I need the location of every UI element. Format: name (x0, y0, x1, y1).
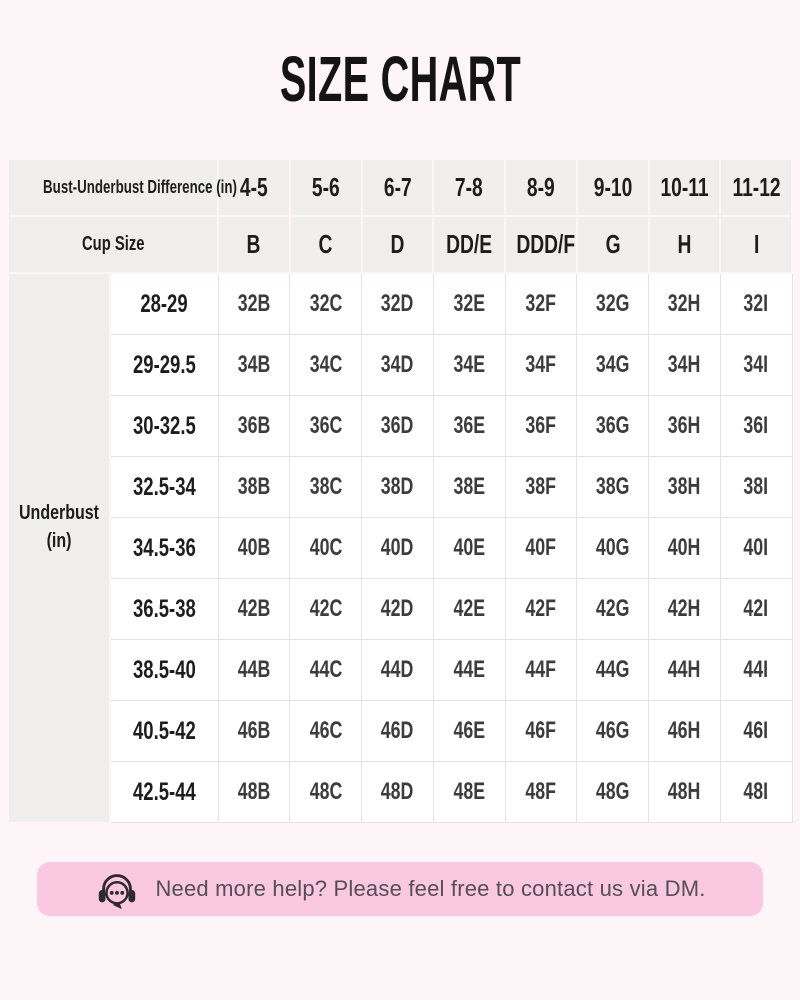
bra-size-value: 38D (381, 473, 414, 500)
underbust-range-cell (110, 457, 218, 518)
bra-size-cell (577, 518, 649, 579)
underbust-group-label-line1: Underbust (18, 501, 99, 524)
diff-range-value: 11-12 (732, 172, 781, 202)
bra-size-value: 44I (743, 656, 769, 683)
bra-size-value: 48I (743, 778, 769, 805)
table-row (8, 762, 792, 823)
cup-size-header-cell (505, 216, 577, 273)
bra-size-value: 36E (453, 412, 485, 439)
bra-size-cell (362, 701, 434, 762)
bra-size-cell (505, 640, 577, 701)
bra-size-cell (649, 640, 721, 701)
bra-size-value: 46E (453, 717, 485, 744)
cup-size-header-cell (290, 216, 362, 273)
bra-size-cell (362, 396, 434, 457)
cup-size-value: D (390, 229, 405, 259)
underbust-group-label-cell (8, 273, 110, 823)
cup-size-value: C (318, 229, 333, 259)
bra-size-value: 36D (381, 412, 414, 439)
bra-size-cell (362, 518, 434, 579)
bra-size-value: 40E (453, 534, 485, 561)
bra-size-value: 36G (595, 412, 630, 439)
bra-size-cell (649, 762, 721, 823)
bra-size-value: 34F (525, 351, 557, 378)
bra-size-cell (720, 457, 792, 518)
bra-size-cell (362, 762, 434, 823)
underbust-range-value: 29-29.5 (132, 350, 196, 379)
bra-size-value: 32C (309, 290, 342, 317)
table-row (8, 640, 792, 701)
bra-size-cell (218, 273, 290, 335)
diff-range-value: 4-5 (239, 172, 268, 202)
bra-size-cell (218, 518, 290, 579)
bra-size-cell (720, 579, 792, 640)
bra-size-value: 42E (453, 595, 485, 622)
bra-size-value: 48D (381, 778, 414, 805)
bra-size-value: 38H (668, 473, 701, 500)
bra-size-cell (290, 396, 362, 457)
bra-size-cell (362, 640, 434, 701)
underbust-range-value: 32.5-34 (132, 472, 196, 501)
underbust-range-cell (110, 579, 218, 640)
cup-size-header-cell (577, 216, 649, 273)
bra-size-cell (720, 762, 792, 823)
bra-size-value: 42I (743, 595, 769, 622)
bra-size-value: 42C (309, 595, 342, 622)
bra-size-value: 44F (525, 656, 557, 683)
bra-size-value: 34B (237, 351, 271, 378)
size-chart-table (7, 158, 793, 824)
bra-size-value: 32E (453, 290, 485, 317)
bra-size-cell (433, 273, 505, 335)
bra-size-cell (720, 273, 792, 335)
bra-size-cell (433, 518, 505, 579)
underbust-range-value: 34.5-36 (132, 533, 196, 562)
diff-range-header-cell (505, 159, 577, 216)
diff-header-row (8, 159, 792, 216)
bra-size-value: 44B (237, 656, 271, 683)
bra-size-cell (720, 396, 792, 457)
bra-size-cell (433, 701, 505, 762)
table-row (8, 273, 792, 335)
bra-size-value: 44G (595, 656, 630, 683)
bra-size-cell (720, 518, 792, 579)
bra-size-cell (577, 273, 649, 335)
bra-size-value: 42F (525, 595, 557, 622)
bra-size-cell (577, 396, 649, 457)
bra-size-cell (290, 640, 362, 701)
bra-size-value: 36B (237, 412, 271, 439)
bra-size-value: 38G (595, 473, 630, 500)
underbust-range-value: 38.5-40 (132, 655, 196, 684)
underbust-range-cell (110, 701, 218, 762)
bra-size-cell (577, 640, 649, 701)
diff-range-header-cell (649, 159, 721, 216)
page-header (0, 0, 800, 118)
bra-size-value: 48G (595, 778, 630, 805)
bra-size-cell (505, 273, 577, 335)
bra-size-cell (433, 640, 505, 701)
bra-size-cell (218, 640, 290, 701)
underbust-range-cell (110, 273, 218, 335)
underbust-range-value: 28-29 (140, 289, 188, 318)
bra-size-cell (505, 396, 577, 457)
bra-size-value: 46I (743, 717, 769, 744)
bra-size-cell (290, 335, 362, 396)
bra-size-cell (505, 579, 577, 640)
bra-size-value: 32D (381, 290, 414, 317)
bra-size-value: 34H (668, 351, 701, 378)
bra-size-cell (218, 579, 290, 640)
bra-size-cell (433, 396, 505, 457)
bra-size-value: 44E (453, 656, 485, 683)
diff-range-header-cell (720, 159, 792, 216)
bra-size-value: 40F (525, 534, 557, 561)
diff-header-label-cell (8, 159, 237, 216)
table-row (8, 579, 792, 640)
chat-headset-icon (94, 866, 140, 912)
diff-range-header-cell (362, 159, 434, 216)
underbust-range-cell (110, 518, 218, 579)
bra-size-value: 34C (309, 351, 342, 378)
bra-size-value: 36C (309, 412, 342, 439)
bra-size-cell (433, 457, 505, 518)
underbust-range-value: 30-32.5 (132, 411, 196, 440)
bra-size-cell (649, 396, 721, 457)
cup-size-header-cell (433, 216, 505, 273)
bra-size-value: 40C (309, 534, 342, 561)
bra-size-value: 38B (237, 473, 271, 500)
diff-range-header-cell (290, 159, 362, 216)
cup-size-header-cell (720, 216, 792, 273)
bra-size-cell (720, 701, 792, 762)
bra-size-cell (290, 579, 362, 640)
bra-size-cell (218, 335, 290, 396)
bra-size-value: 40G (595, 534, 630, 561)
bra-size-cell (505, 701, 577, 762)
bra-size-value: 42B (237, 595, 271, 622)
bra-size-cell (362, 579, 434, 640)
table-row (8, 701, 792, 762)
cup-size-value: DD/E (446, 229, 493, 259)
bra-size-cell (290, 518, 362, 579)
bra-size-value: 48F (525, 778, 557, 805)
bra-size-cell (577, 762, 649, 823)
bra-size-cell (505, 762, 577, 823)
bra-size-cell (649, 518, 721, 579)
bra-size-value: 36I (743, 412, 769, 439)
bra-size-value: 38I (743, 473, 769, 500)
bra-size-value: 34I (743, 351, 769, 378)
bra-size-cell (649, 579, 721, 640)
underbust-range-cell (110, 762, 218, 823)
bra-size-value: 44C (309, 656, 342, 683)
bra-size-cell (433, 762, 505, 823)
bra-size-cell (362, 335, 434, 396)
cup-size-header-cell (649, 216, 721, 273)
bra-size-cell (720, 335, 792, 396)
bra-size-value: 32B (237, 290, 271, 317)
bra-size-cell (720, 640, 792, 701)
cup-size-header-cell (218, 216, 290, 273)
bra-size-value: 40D (381, 534, 414, 561)
underbust-group-label-line2: (in) (46, 529, 72, 552)
bra-size-value: 46G (595, 717, 630, 744)
cup-size-header-label: Cup Size (81, 233, 145, 255)
diff-range-header-cell (433, 159, 505, 216)
bra-size-value: 32I (743, 290, 769, 317)
bra-size-value: 32H (668, 290, 701, 317)
underbust-range-value: 40.5-42 (132, 716, 196, 745)
table-row (8, 335, 792, 396)
contact-message: Need more help? Please feel free to contact us via DM. (155, 875, 706, 901)
bra-size-value: 44D (381, 656, 414, 683)
cup-size-value: I (753, 229, 759, 259)
bra-size-cell (649, 457, 721, 518)
bra-size-cell (218, 396, 290, 457)
bra-size-cell (218, 701, 290, 762)
bra-size-cell (290, 762, 362, 823)
bra-size-cell (433, 579, 505, 640)
table-row (8, 518, 792, 579)
bra-size-cell (218, 457, 290, 518)
table-row (8, 457, 792, 518)
table-row (8, 396, 792, 457)
bra-size-value: 34E (453, 351, 485, 378)
bra-size-cell (649, 273, 721, 335)
bra-size-value: 34D (381, 351, 414, 378)
bra-size-cell (577, 579, 649, 640)
diff-range-value: 6-7 (383, 172, 412, 202)
diff-range-value: 9-10 (593, 172, 632, 202)
diff-range-header-cell (577, 159, 649, 216)
bra-size-value: 40I (743, 534, 769, 561)
bra-size-cell (433, 335, 505, 396)
bra-size-value: 32G (595, 290, 630, 317)
bra-size-value: 48B (237, 778, 271, 805)
diff-header-label: Bust-Underbust Difference (in) (43, 177, 237, 197)
bra-size-value: 42G (595, 595, 630, 622)
bra-size-cell (290, 457, 362, 518)
cup-size-header-label-cell (8, 216, 218, 273)
bra-size-value: 46B (237, 717, 271, 744)
bra-size-cell (290, 701, 362, 762)
underbust-range-value: 36.5-38 (132, 594, 196, 623)
bra-size-value: 48C (309, 778, 342, 805)
bra-size-cell (505, 457, 577, 518)
bra-size-cell (290, 273, 362, 335)
underbust-range-cell (110, 640, 218, 701)
underbust-range-cell (110, 396, 218, 457)
bra-size-value: 48H (668, 778, 701, 805)
cup-size-value: B (246, 229, 261, 259)
bra-size-value: 40B (237, 534, 271, 561)
cup-size-header-cell (362, 216, 434, 273)
bra-size-value: 38F (525, 473, 557, 500)
bra-size-value: 34G (595, 351, 630, 378)
bra-size-value: 46F (525, 717, 557, 744)
bra-size-value: 36H (668, 412, 701, 439)
bra-size-value: 32F (525, 290, 557, 317)
bra-size-cell (577, 335, 649, 396)
bra-size-value: 48E (453, 778, 485, 805)
bra-size-value: 46H (668, 717, 701, 744)
bra-size-cell (577, 701, 649, 762)
bra-size-value: 38E (453, 473, 485, 500)
bra-size-cell (362, 273, 434, 335)
bra-size-cell (505, 335, 577, 396)
diff-range-value: 10-11 (660, 172, 709, 202)
bra-size-cell (577, 457, 649, 518)
bra-size-cell (362, 457, 434, 518)
bra-size-value: 36F (525, 412, 557, 439)
underbust-range-cell (110, 335, 218, 396)
diff-range-value: 5-6 (311, 172, 340, 202)
bra-size-value: 46C (309, 717, 342, 744)
underbust-range-value: 42.5-44 (132, 777, 196, 806)
bra-size-value: 44H (668, 656, 701, 683)
bra-size-value: 38C (309, 473, 342, 500)
bra-size-cell (649, 701, 721, 762)
page-title: SIZE CHART (279, 43, 521, 115)
bra-size-value: 42H (668, 595, 701, 622)
bra-size-cell (505, 518, 577, 579)
bra-size-value: 46D (381, 717, 414, 744)
bra-size-cell (218, 762, 290, 823)
contact-banner (37, 862, 763, 916)
cup-size-value: G (605, 229, 621, 259)
cup-size-value: H (677, 229, 692, 259)
cup-size-value: DDD/F (516, 229, 576, 259)
diff-range-value: 7-8 (455, 172, 484, 202)
bra-size-cell (649, 335, 721, 396)
bra-size-value: 40H (668, 534, 701, 561)
cup-size-header-row (8, 216, 792, 273)
bra-size-value: 42D (381, 595, 414, 622)
diff-range-value: 8-9 (526, 172, 555, 202)
